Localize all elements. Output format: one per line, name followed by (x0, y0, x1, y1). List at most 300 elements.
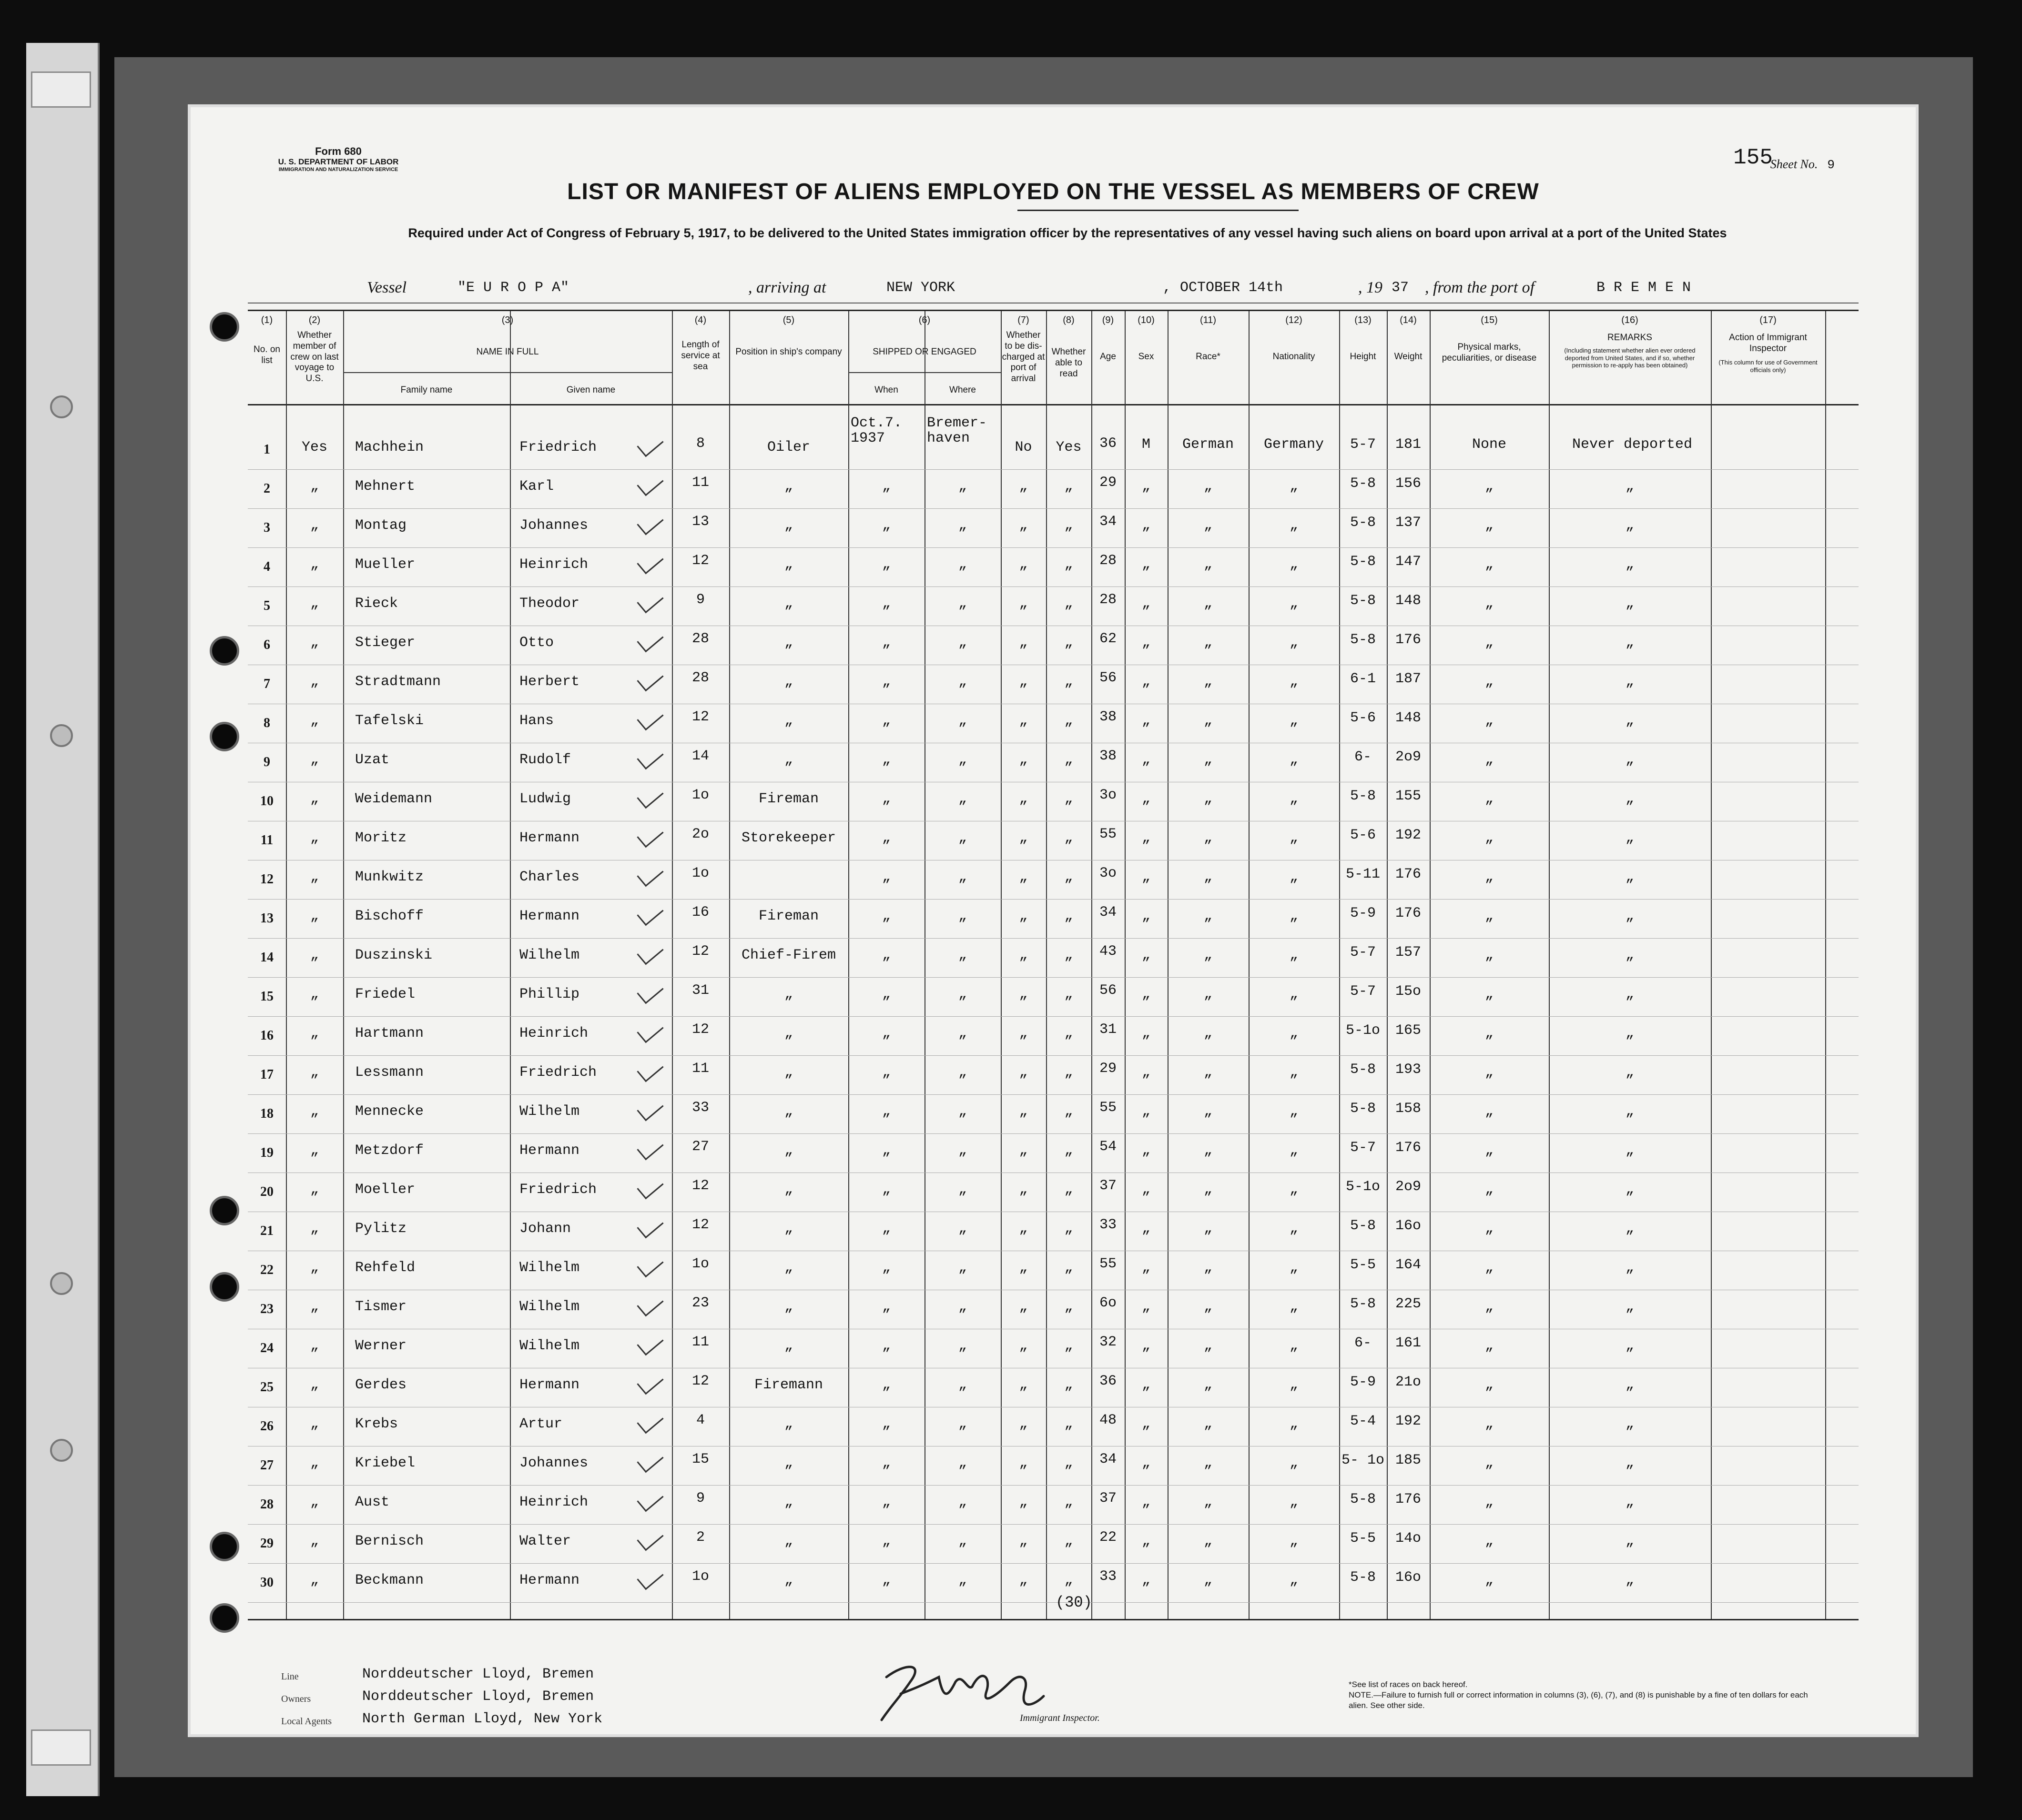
head-where: Where (949, 385, 976, 395)
discharged-cell: „ (1019, 1416, 1028, 1432)
nationality-cell: „ (1289, 1299, 1298, 1315)
family-name-cell: Moritz (355, 830, 407, 846)
physical-marks-cell: „ (1484, 1572, 1494, 1588)
shipped-where-cell: „ (958, 1455, 967, 1471)
head-sex: Sex (1138, 352, 1154, 362)
read-cell: „ (1064, 1064, 1073, 1081)
prev-voyage-cell: „ (310, 556, 319, 573)
position-cell: Oiler (767, 439, 810, 455)
race-cell: German (1182, 436, 1234, 453)
row-number: 19 (260, 1145, 274, 1160)
sex-cell: „ (1141, 1260, 1150, 1276)
family-name-cell: Stradtmann (355, 674, 441, 690)
row-number: 15 (260, 989, 274, 1004)
column-rule (1825, 311, 1826, 1619)
family-name-cell: Montag (355, 517, 407, 534)
shipped-where-cell: „ (958, 830, 967, 846)
height-cell: 5-9 (1350, 905, 1376, 921)
given-name-cell: Artur (519, 1416, 563, 1432)
row-number: 21 (260, 1223, 274, 1238)
sex-cell: „ (1141, 1455, 1150, 1471)
race-cell: „ (1203, 1260, 1212, 1276)
race-cell: „ (1203, 517, 1212, 534)
given-name-cell: Ludwig (519, 791, 571, 807)
shipped-when-cell: „ (882, 635, 891, 651)
shipped-where-cell: „ (958, 1494, 967, 1510)
column-rule (343, 311, 344, 1619)
height-cell: 5-4 (1350, 1413, 1376, 1429)
height-cell: 6- (1354, 749, 1372, 765)
row-number: 7 (264, 677, 270, 691)
nationality-cell: „ (1289, 1494, 1298, 1510)
service-cell: 12 (691, 709, 709, 725)
binder-clip (31, 1729, 91, 1766)
row-number: 4 (264, 559, 270, 574)
shipped-when-cell: „ (882, 1260, 891, 1276)
col-num-15: (15) (1481, 315, 1498, 325)
form-department: U. S. DEPARTMENT OF LABOR (278, 157, 399, 167)
service-cell: 14 (691, 748, 709, 764)
physical-marks-cell: „ (1484, 556, 1494, 573)
row-number: 27 (260, 1458, 274, 1473)
form-number: Form 680 (315, 145, 362, 157)
given-name-cell: Wilhelm (519, 1299, 580, 1315)
weight-cell: 16o (1395, 1569, 1421, 1586)
weight-cell: 2o9 (1395, 749, 1421, 765)
race-cell: „ (1203, 947, 1212, 963)
position-cell: Fireman (758, 908, 819, 924)
height-cell: 5-8 (1350, 1569, 1376, 1586)
position-cell: „ (784, 986, 793, 1002)
shipped-where-cell: „ (958, 478, 967, 495)
given-name-cell: Hermann (519, 908, 580, 924)
remarks-cell: „ (1625, 1221, 1634, 1237)
shipped-when-cell: „ (882, 1221, 891, 1237)
family-name-cell: Mehnert (355, 478, 416, 495)
height-cell: 5-1o (1345, 1179, 1380, 1195)
col-num-10: (10) (1138, 315, 1155, 325)
head-service: Length of service at sea (681, 340, 720, 372)
height-cell: 5-8 (1350, 1296, 1376, 1312)
race-cell: „ (1203, 713, 1212, 729)
physical-marks-cell: „ (1484, 947, 1494, 963)
discharged-cell: No (1015, 439, 1032, 455)
row-number: 23 (260, 1302, 274, 1316)
col-num-14: (14) (1400, 315, 1417, 325)
remarks-cell: „ (1625, 986, 1634, 1002)
row-number: 13 (260, 911, 274, 926)
service-cell: 23 (691, 1295, 709, 1311)
height-cell: 5-6 (1350, 827, 1376, 843)
col-num-9: (9) (1102, 315, 1114, 325)
weight-cell: 176 (1395, 632, 1421, 648)
shipped-when-cell: „ (882, 1103, 891, 1120)
nationality-cell: „ (1289, 1260, 1298, 1276)
sex-cell: „ (1141, 556, 1150, 573)
discharged-cell: „ (1019, 478, 1028, 495)
line-label: Line (281, 1671, 299, 1682)
discharged-cell: „ (1019, 1182, 1028, 1198)
height-cell: 5-8 (1350, 475, 1376, 492)
weight-cell: 148 (1395, 710, 1421, 726)
read-cell: „ (1064, 517, 1073, 534)
read-cell: „ (1064, 1494, 1073, 1510)
shipped-when-cell: „ (882, 517, 891, 534)
remarks-cell: „ (1625, 1103, 1634, 1120)
remarks-cell: „ (1625, 556, 1634, 573)
age-cell: 43 (1099, 943, 1117, 960)
weight-cell: 2o9 (1395, 1179, 1421, 1195)
service-cell: 2 (696, 1529, 705, 1546)
shipped-where-cell: „ (958, 1143, 967, 1159)
family-name-cell: Hartmann (355, 1025, 424, 1041)
family-name-cell: Mueller (355, 556, 416, 573)
nationality-cell: „ (1289, 830, 1298, 846)
position-cell: „ (784, 1338, 793, 1354)
position-cell: „ (784, 596, 793, 612)
prev-voyage-cell: „ (310, 986, 319, 1002)
punch-hole (210, 722, 239, 751)
prev-voyage-cell: „ (310, 478, 319, 495)
read-cell: „ (1064, 1025, 1073, 1041)
nationality-cell: „ (1289, 713, 1298, 729)
row-number: 14 (260, 950, 274, 965)
shipped-when-cell: „ (882, 1533, 891, 1549)
remarks-cell: „ (1625, 830, 1634, 846)
row-rule (248, 469, 1859, 470)
row-number: 28 (260, 1497, 274, 1512)
sex-cell: M (1141, 436, 1150, 453)
given-name-cell: Hermann (519, 1572, 580, 1588)
head-position: Position in ship's company (735, 347, 842, 357)
shipped-where-cell: „ (958, 517, 967, 534)
remarks-cell: „ (1625, 947, 1634, 963)
head-remarks-note: (Including statement whether alien ever ordered deported from United States, and if so, whether permission to re-apply has been obtained) (1564, 347, 1696, 369)
title-rule (1017, 210, 1299, 211)
remarks-cell: „ (1625, 674, 1634, 690)
service-cell: 9 (696, 1490, 705, 1507)
row-rule (248, 586, 1859, 587)
given-name-cell: Heinrich (519, 556, 589, 573)
service-cell: 12 (691, 943, 709, 960)
height-cell: 6-1 (1350, 671, 1376, 687)
prev-voyage-cell: „ (310, 908, 319, 924)
sex-cell: „ (1141, 947, 1150, 963)
position-cell: „ (784, 1260, 793, 1276)
total-count-note: (30) (1056, 1594, 1092, 1611)
physical-marks-cell: „ (1484, 674, 1494, 690)
row-number: 30 (260, 1575, 274, 1590)
discharged-cell: „ (1019, 1299, 1028, 1315)
age-cell: 3o (1099, 865, 1117, 881)
physical-marks-cell: „ (1484, 1221, 1494, 1237)
sheet-number-field (1770, 157, 1835, 172)
row-number: 2 (264, 481, 270, 496)
form-service: IMMIGRATION AND NATURALIZATION SERVICE (278, 166, 398, 172)
height-cell: 5-7 (1350, 944, 1376, 961)
age-cell: 29 (1099, 1061, 1117, 1077)
discharged-cell: „ (1019, 908, 1028, 924)
age-cell: 36 (1099, 435, 1117, 452)
read-cell: „ (1064, 596, 1073, 612)
row-number: 6 (264, 637, 270, 652)
prev-voyage-cell: „ (310, 1221, 319, 1237)
age-cell: 28 (1099, 553, 1117, 569)
nationality-cell: „ (1289, 596, 1298, 612)
shipped-when-cell: „ (882, 1299, 891, 1315)
sheet-number: 9 (1827, 158, 1835, 172)
given-name-cell: Phillip (519, 986, 580, 1002)
read-cell: „ (1064, 908, 1073, 924)
family-name-cell: Rehfeld (355, 1260, 416, 1276)
physical-marks-cell: „ (1484, 791, 1494, 807)
remarks-cell: „ (1625, 1533, 1634, 1549)
prev-voyage-cell: „ (310, 674, 319, 690)
nationality-cell: „ (1289, 1455, 1298, 1471)
physical-marks-cell: „ (1484, 1494, 1494, 1510)
race-cell: „ (1203, 1533, 1212, 1549)
row-number: 22 (260, 1263, 274, 1277)
weight-cell: 181 (1395, 436, 1421, 453)
row-number: 10 (260, 794, 274, 809)
shipped-where-cell: „ (958, 1260, 967, 1276)
row-rule (248, 938, 1859, 939)
position-cell: „ (784, 478, 793, 495)
row-rule (248, 977, 1859, 978)
sex-cell: „ (1141, 869, 1150, 885)
discharged-cell: „ (1019, 1025, 1028, 1041)
race-cell: „ (1203, 1338, 1212, 1354)
shipped-where-cell: „ (958, 986, 967, 1002)
given-name-cell: Charles (519, 869, 580, 885)
family-name-cell: Mennecke (355, 1103, 424, 1120)
weight-cell: 14o (1395, 1530, 1421, 1547)
given-name-cell: Wilhelm (519, 1103, 580, 1120)
weight-cell: 187 (1395, 671, 1421, 687)
vessel-label: Vessel (367, 279, 407, 296)
sex-cell: „ (1141, 1572, 1150, 1588)
weight-cell: 176 (1395, 1491, 1421, 1507)
remarks-cell: „ (1625, 1455, 1634, 1471)
head-nationality: Nationality (1272, 352, 1315, 362)
remarks-cell: Never deported (1572, 436, 1693, 453)
service-cell: 1o (691, 865, 709, 881)
nationality-cell: „ (1289, 1533, 1298, 1549)
year-suffix: 37 (1392, 280, 1409, 296)
age-cell: 22 (1099, 1529, 1117, 1546)
position-cell: „ (784, 674, 793, 690)
race-cell: „ (1203, 1494, 1212, 1510)
age-cell: 38 (1099, 709, 1117, 725)
shipped-where-cell: „ (958, 596, 967, 612)
age-cell: 55 (1099, 826, 1117, 842)
race-cell: „ (1203, 596, 1212, 612)
weight-cell: 176 (1395, 866, 1421, 882)
family-name-cell: Pylitz (355, 1221, 407, 1237)
age-cell: 36 (1099, 1373, 1117, 1389)
physical-marks-cell: „ (1484, 1025, 1494, 1041)
remarks-cell: „ (1625, 517, 1634, 534)
sex-cell: „ (1141, 1221, 1150, 1237)
weight-cell: 148 (1395, 593, 1421, 609)
service-cell: 28 (691, 631, 709, 647)
given-name-cell: Johannes (519, 1455, 589, 1471)
col-num-8: (8) (1063, 315, 1075, 325)
age-cell: 37 (1099, 1490, 1117, 1507)
age-cell: 34 (1099, 514, 1117, 530)
shipped-when-cell: „ (882, 1143, 891, 1159)
row-rule (248, 1563, 1859, 1564)
row-rule (248, 1485, 1859, 1486)
read-cell: „ (1064, 1455, 1073, 1471)
legal-notes (1349, 1679, 1825, 1711)
given-name-cell: Friedrich (519, 439, 597, 455)
read-cell: „ (1064, 830, 1073, 846)
remarks-cell: „ (1625, 478, 1634, 495)
read-cell: „ (1064, 791, 1073, 807)
shipped-when-cell: „ (882, 1338, 891, 1354)
physical-marks-cell: „ (1484, 596, 1494, 612)
read-cell: „ (1064, 556, 1073, 573)
shipped-where-cell: „ (958, 1064, 967, 1081)
family-name-cell: Aust (355, 1494, 390, 1510)
row-number: 16 (260, 1028, 274, 1043)
position-cell: „ (784, 1416, 793, 1432)
age-cell: 54 (1099, 1139, 1117, 1155)
height-cell: 6- (1354, 1335, 1372, 1351)
col-num-6: (6) (918, 315, 931, 325)
shipped-where-cell: „ (958, 1299, 967, 1315)
sex-cell: „ (1141, 1025, 1150, 1041)
row-rule (248, 508, 1859, 509)
col-num-5: (5) (782, 315, 795, 325)
weight-cell: 193 (1395, 1062, 1421, 1078)
prev-voyage-cell: „ (310, 1338, 319, 1354)
shipped-where-cell: „ (958, 1025, 967, 1041)
service-cell: 2o (691, 826, 709, 842)
arrival-date: , OCTOBER 14th (1163, 280, 1283, 296)
given-name-cell: Hans (519, 713, 554, 729)
weight-cell: 137 (1395, 515, 1421, 531)
binder-hole (50, 1439, 73, 1462)
family-name-cell: Tafelski (355, 713, 424, 729)
height-cell: 5-6 (1350, 710, 1376, 726)
sex-cell: „ (1141, 1064, 1150, 1081)
shipped-where-cell: „ (958, 1377, 967, 1393)
discharged-cell: „ (1019, 1221, 1028, 1237)
read-cell: „ (1064, 1103, 1073, 1120)
row-number: 1 (264, 442, 270, 457)
nationality-cell: „ (1289, 1025, 1298, 1041)
position-cell: „ (784, 1494, 793, 1510)
row-rule (248, 1094, 1859, 1095)
given-name-cell: Friedrich (519, 1064, 597, 1081)
agents-value: North German Lloyd, New York (362, 1711, 603, 1727)
given-name-cell: Otto (519, 635, 554, 651)
column-rule (510, 311, 511, 1619)
sex-cell: „ (1141, 752, 1150, 768)
shipped-where-cell: „ (958, 791, 967, 807)
read-cell: „ (1064, 478, 1073, 495)
position-cell: „ (784, 752, 793, 768)
shipped-when-cell: „ (882, 674, 891, 690)
remarks-cell: „ (1625, 908, 1634, 924)
family-name-cell: Rieck (355, 596, 398, 612)
weight-cell: 185 (1395, 1452, 1421, 1468)
col-num-12: (12) (1285, 315, 1302, 325)
read-cell: „ (1064, 986, 1073, 1002)
col-num-2: (2) (308, 315, 321, 325)
sex-cell: „ (1141, 1103, 1150, 1120)
read-cell: „ (1064, 1533, 1073, 1549)
physical-marks-cell: „ (1484, 830, 1494, 846)
row-number: 5 (264, 598, 270, 613)
head-discharged: Whether to be dis-charged at port of arrival (1002, 330, 1045, 384)
read-cell: „ (1064, 947, 1073, 963)
penalty-note: NOTE.—Failure to furnish full or correct information in columns (3), (6), (7), and (8) is punishable by a fine of ten dollars for each alien. See other side. (1349, 1690, 1808, 1710)
inspector-label: Immigrant Inspector. (1020, 1713, 1100, 1723)
shipped-when-cell: „ (882, 1572, 891, 1588)
position-cell: „ (784, 1103, 793, 1120)
family-name-cell: Machhein (355, 439, 424, 455)
shipped-where-cell: „ (958, 947, 967, 963)
discharged-cell: „ (1019, 713, 1028, 729)
height-cell: 5-8 (1350, 554, 1376, 570)
family-name-cell: Bischoff (355, 908, 424, 924)
service-cell: 11 (691, 1061, 709, 1077)
prev-voyage-cell: „ (310, 635, 319, 651)
shipped-when-cell: „ (882, 752, 891, 768)
age-cell: 29 (1099, 475, 1117, 491)
discharged-cell: „ (1019, 517, 1028, 534)
race-cell: „ (1203, 1064, 1212, 1081)
prev-voyage-cell: „ (310, 830, 319, 846)
race-cell: „ (1203, 1572, 1212, 1588)
position-cell: „ (784, 1025, 793, 1041)
head-no: No. on list (254, 344, 280, 365)
family-name-cell: Uzat (355, 752, 390, 768)
discharged-cell: „ (1019, 1455, 1028, 1471)
shipped-where-cell: „ (958, 1533, 967, 1549)
service-cell: 12 (691, 1021, 709, 1038)
position-cell: „ (784, 556, 793, 573)
read-cell: „ (1064, 1338, 1073, 1354)
race-cell: „ (1203, 986, 1212, 1002)
prev-voyage-cell: „ (310, 1025, 319, 1041)
row-rule (248, 1055, 1859, 1056)
physical-marks-cell: „ (1484, 1143, 1494, 1159)
service-cell: 1o (691, 1256, 709, 1272)
family-name-cell: Moeller (355, 1182, 416, 1198)
weight-cell: 156 (1395, 475, 1421, 492)
nationality-cell: „ (1289, 1572, 1298, 1588)
physical-marks-cell: „ (1484, 1533, 1494, 1549)
nationality-cell: „ (1289, 947, 1298, 963)
form-header (257, 145, 419, 172)
sex-cell: „ (1141, 830, 1150, 846)
prev-voyage-cell: „ (310, 713, 319, 729)
head-inspector-note: (This column for use of Government officials only) (1718, 359, 1818, 374)
weight-cell: 192 (1395, 827, 1421, 843)
weight-cell: 165 (1395, 1022, 1421, 1039)
binder-hole (50, 724, 73, 747)
physical-marks-cell: „ (1484, 1299, 1494, 1315)
service-cell: 4 (696, 1412, 705, 1428)
nationality-cell: „ (1289, 1064, 1298, 1081)
race-cell: „ (1203, 556, 1212, 573)
sex-cell: „ (1141, 1494, 1150, 1510)
sex-cell: „ (1141, 1533, 1150, 1549)
